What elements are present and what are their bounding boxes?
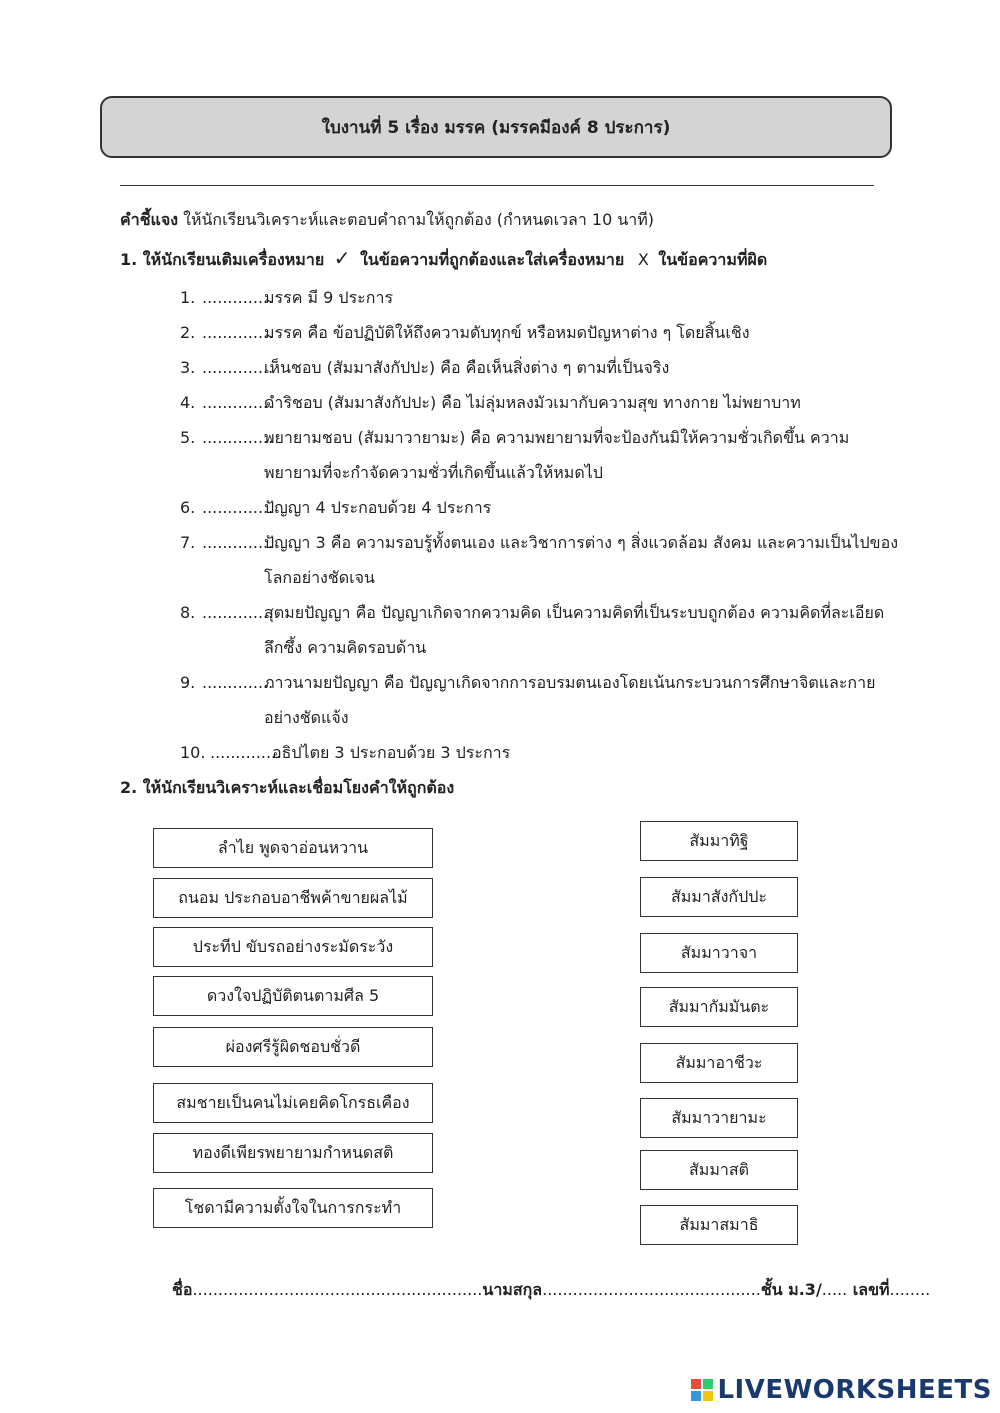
instruction-label: คำชี้แจง [120, 210, 179, 229]
liveworksheets-logo [691, 1375, 992, 1405]
answer-blank[interactable]: .............. [202, 358, 274, 377]
answer-blank[interactable]: .............. [202, 393, 274, 412]
number-label: เลขที่ [847, 1280, 890, 1299]
question-2-heading: 2. ให้นักเรียนวิเคราะห์และเชื่อมโยงคำให้ถูกต้อง [120, 778, 455, 797]
list-item: 5. .............. พยายามชอบ (สัมมาวายามะ) คือ ความพยายามที่จะป้องกันมิให้ความชั่วเกิดขึ้น ความพยายามที่จะกำจัดความชั่วที่เกิดขึ้นแล้วให้หมดไป [180, 420, 900, 490]
logo-square [703, 1379, 713, 1389]
student-info-line [172, 1278, 930, 1303]
match-right-item[interactable]: สัมมาสมาธิ [640, 1205, 798, 1245]
match-right-item[interactable]: สัมมาทิฐิ [640, 821, 798, 861]
divider [120, 185, 874, 186]
number-field[interactable]: ........ [889, 1280, 931, 1299]
name-field[interactable]: ......................................................... [192, 1280, 483, 1299]
list-item: 7. .............. ปัญญา 3 คือ ความรอบรู้ทั้งตนเอง และวิชาการต่าง ๆ สิ่งแวดล้อม สังคม และความเป็นไปของโลกอย่างชัดเจน [180, 525, 900, 595]
worksheet-title: ใบงานที่ 5 เรื่อง มรรค (มรรคมีองค์ 8 ประการ) [100, 96, 892, 158]
q1-heading-part-b: ในข้อความที่ถูกต้องและใส่เครื่องหมาย [360, 250, 625, 269]
answer-blank[interactable]: .............. [202, 533, 274, 552]
q1-heading-part-a: 1. ให้นักเรียนเติมเครื่องหมาย [120, 250, 325, 269]
list-item: 2. .............. มรรค คือ ข้อปฏิบัติให้ถึงความดับทุกข์ หรือหมดปัญหาต่าง ๆ โดยสิ้นเชิง [180, 315, 900, 350]
answer-blank[interactable]: .............. [202, 498, 274, 517]
logo-icon [691, 1379, 713, 1401]
match-right-item[interactable]: สัมมาสติ [640, 1150, 798, 1190]
match-left-item[interactable]: ผ่องศรีรู้ผิดชอบชั่วดี [153, 1027, 433, 1067]
match-right-item[interactable]: สัมมาวายามะ [640, 1098, 798, 1138]
list-item: 4. .............. ดำริชอบ (สัมมาสังกัปปะ) คือ ไม่ลุ่มหลงมัวเมากับความสุข ทางกาย ไม่พยาบาท [180, 385, 900, 420]
surname-field[interactable]: ........................................... [542, 1280, 761, 1299]
list-item: 1. .............. มรรค มี 9 ประการ [180, 280, 900, 315]
match-left-item[interactable]: โชดามีความตั้งใจในการกระทำ [153, 1188, 433, 1228]
answer-blank[interactable]: .............. [202, 288, 274, 307]
list-item: 10. .............. อธิปไตย 3 ประกอบด้วย 3 ประการ [180, 735, 900, 770]
class-label: ชั้น ม.3/ [760, 1280, 822, 1299]
logo-square [691, 1379, 701, 1389]
list-item: 6. .............. ปัญญา 4 ประกอบด้วย 4 ประการ [180, 490, 900, 525]
match-right-item[interactable]: สัมมากัมมันตะ [640, 987, 798, 1027]
match-right-item[interactable]: สัมมาวาจา [640, 933, 798, 973]
match-right-item[interactable]: สัมมาอาชีวะ [640, 1043, 798, 1083]
match-left-item[interactable]: ถนอม ประกอบอาชีพค้าขายผลไม้ [153, 878, 433, 918]
answer-blank[interactable]: .............. [202, 323, 274, 342]
logo-square [691, 1391, 701, 1401]
brand-name: LIVEWORKSHEETS [717, 1375, 992, 1405]
list-item: 8. .............. สุตมยปัญญา คือ ปัญญาเกิดจากความคิด เป็นความคิดที่เป็นระบบถูกต้อง ความคิดที่ละเอียดลึกซึ้ง ความคิดรอบด้าน [180, 595, 900, 665]
surname-label: นามสกุล [482, 1280, 543, 1299]
match-left-item[interactable]: ลำไย พูดจาอ่อนหวาน [153, 828, 433, 868]
instruction-text: ให้นักเรียนวิเคราะห์และตอบคำถามให้ถูกต้อง (กำหนดเวลา 10 นาที) [178, 210, 655, 229]
logo-square [703, 1391, 713, 1401]
class-field[interactable]: ..... [821, 1280, 848, 1299]
name-label: ชื่อ [172, 1280, 193, 1299]
q1-heading-part-c: ในข้อความที่ผิด [658, 250, 768, 269]
match-left-item[interactable]: ดวงใจปฏิบัติตนตามศีล 5 [153, 976, 433, 1016]
true-false-list [180, 280, 900, 770]
match-left-item[interactable]: ทองดีเพียรพยายามกำหนดสติ [153, 1133, 433, 1173]
answer-blank[interactable]: .............. [202, 428, 274, 447]
list-item: 9. .............. ภาวนามยปัญญา คือ ปัญญาเกิดจากการอบรมตนเองโดยเน้นกระบวนการศึกษาจิตและกายอย่างชัดแจ้ง [180, 665, 900, 735]
match-left-item[interactable]: สมชายเป็นคนไม่เคยคิดโกรธเคือง [153, 1083, 433, 1123]
list-item: 3. .............. เห็นชอบ (สัมมาสังกัปปะ) คือ คือเห็นสิ่งต่าง ๆ ตามที่เป็นจริง [180, 350, 900, 385]
instruction [120, 208, 654, 233]
answer-blank[interactable]: .............. [202, 673, 274, 692]
answer-blank[interactable]: .............. [210, 743, 282, 762]
x-mark-icon: X [637, 250, 649, 269]
check-mark-icon: ✓ [333, 246, 351, 270]
answer-blank[interactable]: .............. [202, 603, 274, 622]
match-left-item[interactable]: ประทีป ขับรถอย่างระมัดระวัง [153, 927, 433, 967]
question-1-heading [120, 246, 767, 273]
match-right-item[interactable]: สัมมาสังกัปปะ [640, 877, 798, 917]
